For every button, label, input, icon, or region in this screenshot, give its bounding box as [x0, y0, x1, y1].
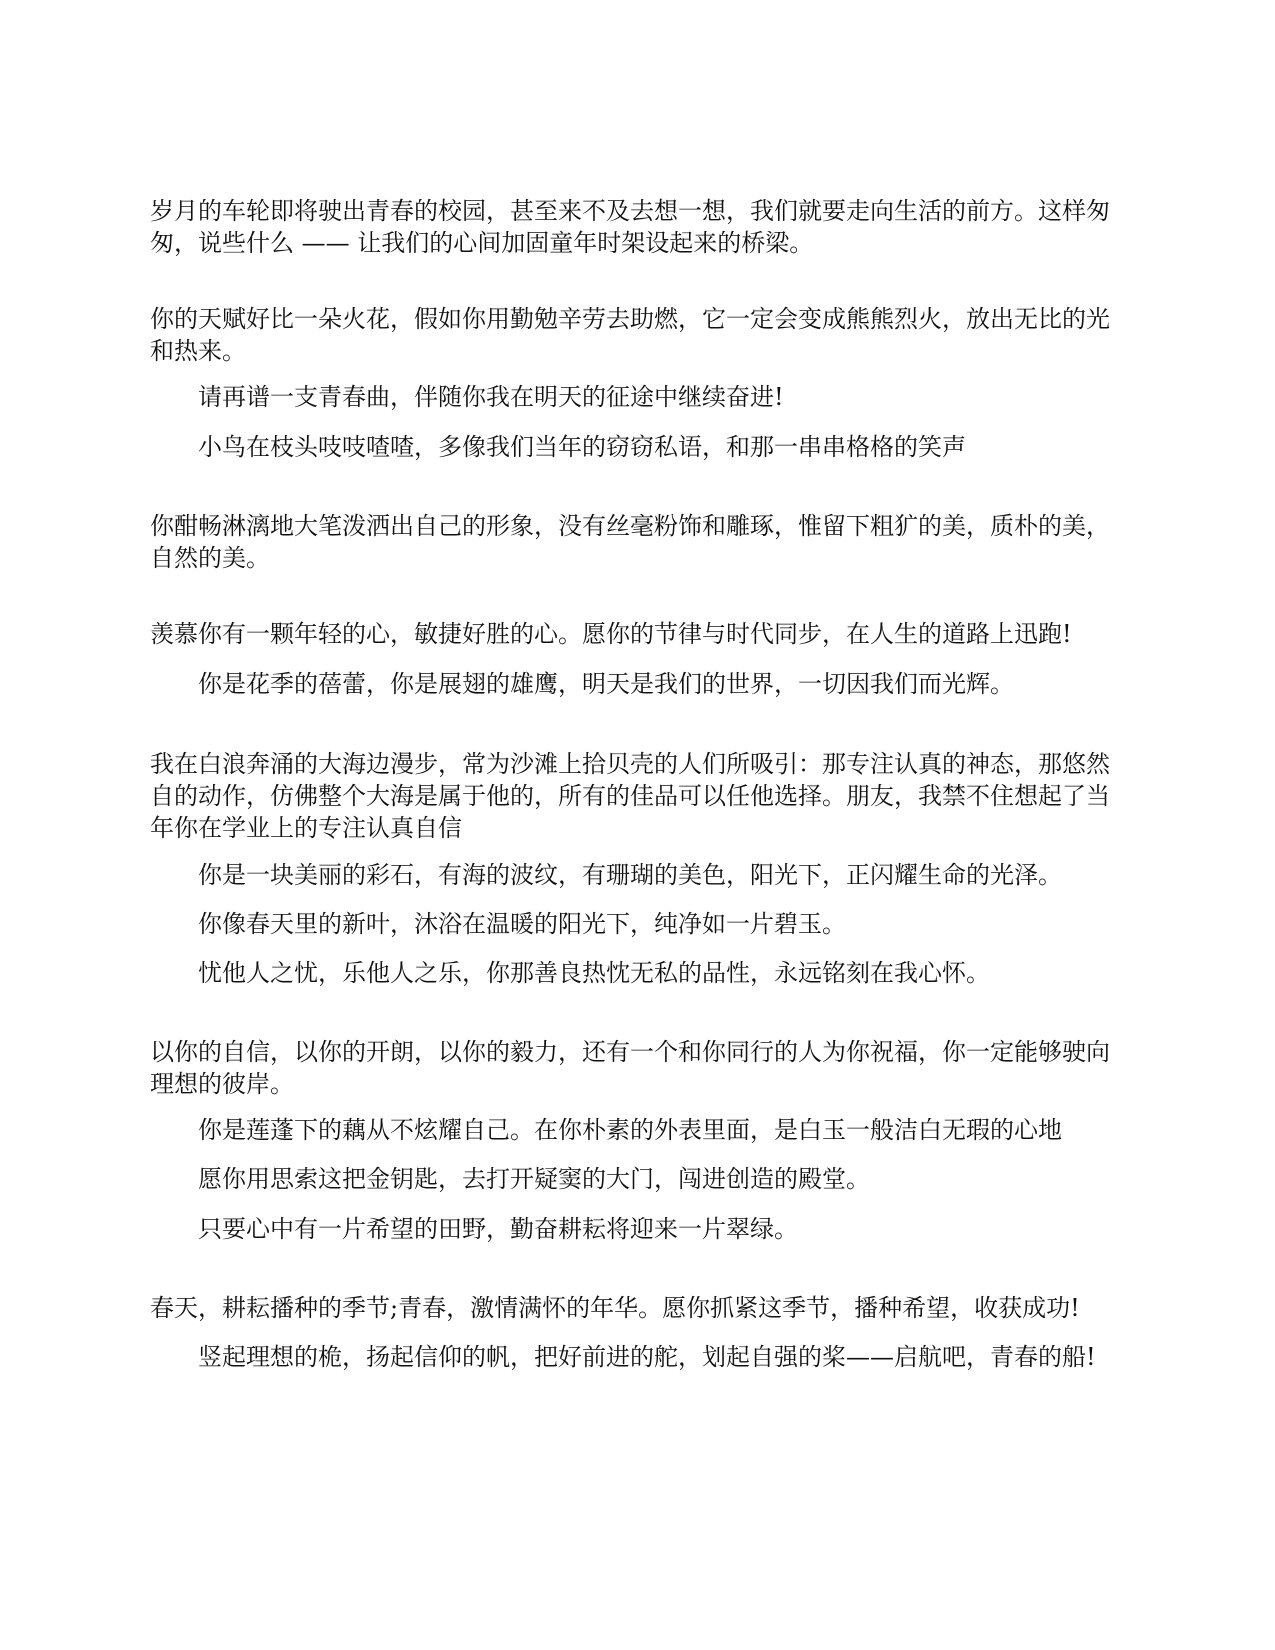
paragraph-3: 请再谱一支青春曲，伴随你我在明天的征途中继续奋进! — [198, 383, 784, 411]
paragraph-13: 你是莲蓬下的藕从不炫耀自己。在你朴素的外表里面，是白玉一般洁白无瑕的心地 — [198, 1116, 1062, 1144]
paragraph-11: 忧他人之忧，乐他人之乐，你那善良热忱无私的品性，永远铭刻在我心怀。 — [198, 959, 990, 987]
paragraph-2: 你的天赋好比一朵火花，假如你用勤勉辛劳去助燃，它一定会变成熊熊烈火，放出无比的光和热来。 — [150, 305, 1110, 365]
paragraph-1: 岁月的车轮即将驶出青春的校园，甚至来不及去想一想，我们就要走向生活的前方。这样匆匆，说些什么 —— 让我们的心间加固童年时架设起来的桥梁。 — [150, 197, 1110, 257]
paragraph-4: 小鸟在枝头吱吱喳喳，多像我们当年的窃窃私语，和那一串串格格的笑声 — [198, 433, 966, 461]
paragraph-14: 愿你用思索这把金钥匙，去打开疑窦的大门，闯进创造的殿堂。 — [198, 1165, 870, 1193]
paragraph-12: 以你的自信，以你的开朗，以你的毅力，还有一个和你同行的人为你祝福，你一定能够驶向理想的彼岸。 — [150, 1038, 1110, 1098]
paragraph-16: 春天，耕耘播种的季节;青春，激情满怀的年华。愿你抓紧这季节，播种希望，收获成功! — [150, 1294, 1080, 1322]
paragraph-10: 你像春天里的新叶，沐浴在温暖的阳光下，纯净如一片碧玉。 — [198, 910, 846, 938]
paragraph-7: 你是花季的蓓蕾，你是展翅的雄鹰，明天是我们的世界，一切因我们而光辉。 — [198, 670, 1014, 698]
paragraph-15: 只要心中有一片希望的田野，勤奋耕耘将迎来一片翠绿。 — [198, 1215, 798, 1243]
paragraph-8: 我在白浪奔涌的大海边漫步，常为沙滩上拾贝壳的人们所吸引：那专注认真的神态，那悠然自的动作，仿佛整个大海是属于他的，所有的佳品可以任他选择。朋友，我禁不住想起了当年你在学业上的专注认真自信 — [150, 750, 1110, 842]
paragraph-17: 竖起理想的桅，扬起信仰的帆，把好前进的舵，划起自强的桨——启航吧，青春的船! — [198, 1343, 1096, 1371]
paragraph-5: 你酣畅淋漓地大笔泼洒出自己的形象，没有丝毫粉饰和雕琢，惟留下粗犷的美，质朴的美，自然的美。 — [150, 512, 1110, 572]
paragraph-6: 羡慕你有一颗年轻的心，敏捷好胜的心。愿你的节律与时代同步，在人生的道路上迅跑! — [150, 620, 1072, 648]
paragraph-9: 你是一块美丽的彩石，有海的波纹，有珊瑚的美色，阳光下，正闪耀生命的光泽。 — [198, 861, 1062, 889]
